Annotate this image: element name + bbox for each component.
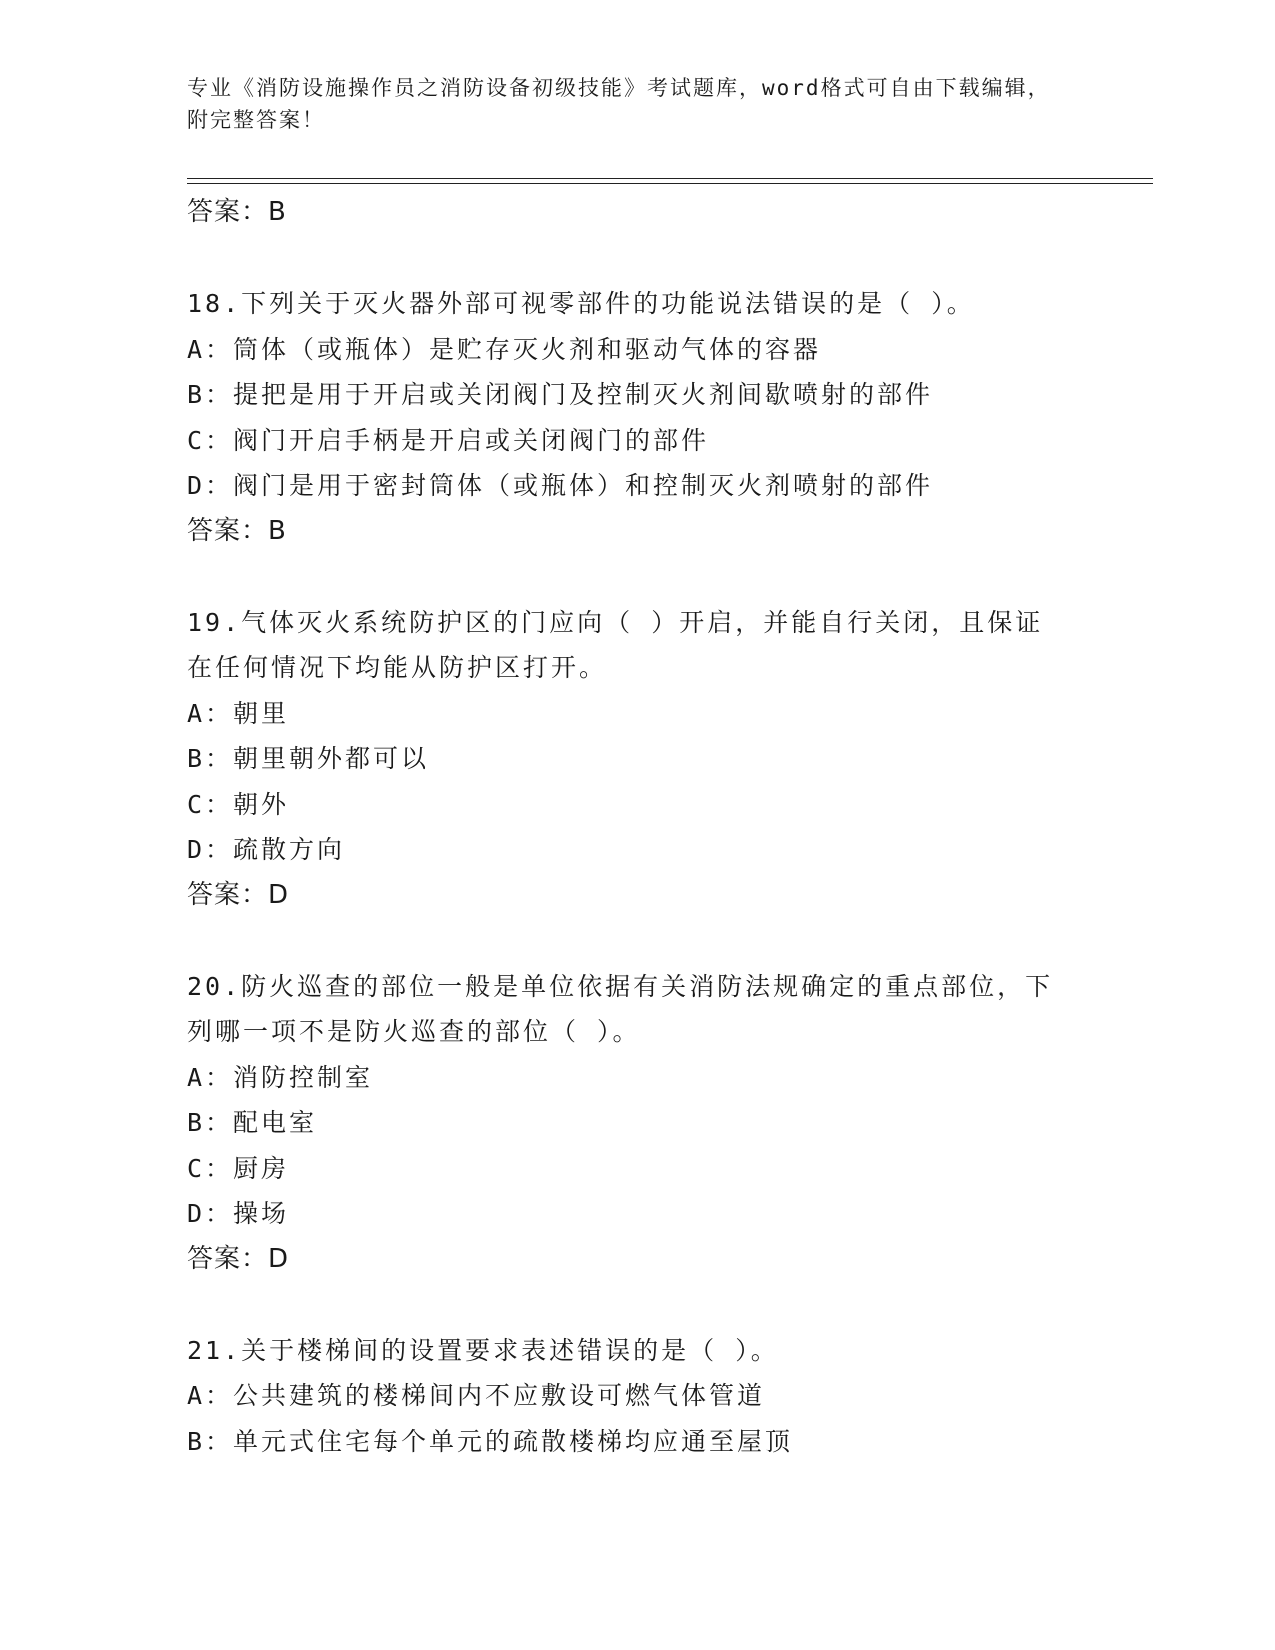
answer-line: 答案：D (187, 1243, 290, 1274)
question-list (187, 190, 1087, 1464)
option-a: A：消防控制室 (187, 1062, 374, 1092)
option-d: D：操场 (187, 1199, 290, 1228)
answer-line: 答案：B (187, 515, 287, 546)
spacer (187, 554, 1087, 600)
question-text: 18.下列关于灭火器外部可视零部件的功能说法错误的是（ ）。 (187, 289, 975, 318)
option-d: D：阀门是用于密封筒体（或瓶体）和控制灭火剂喷射的部件 (187, 471, 934, 500)
question-block (187, 600, 1087, 919)
page-header: 专业《消防设施操作员之消防设备初级技能》考试题库，word格式可自由下载编辑，附完整答案！ (187, 76, 1051, 132)
option-b: B：提把是用于开启或关闭阀门及控制灭火剂间歇喷射的部件 (187, 380, 934, 409)
spacer (187, 236, 1087, 282)
option-a: A：筒体（或瓶体）是贮存灭火剂和驱动气体的容器 (187, 334, 822, 364)
option-b: B：单元式住宅每个单元的疏散楼梯均应通至屋顶 (187, 1426, 794, 1456)
question-text-continued: 在任何情况下均能从防护区打开。 (187, 653, 608, 682)
question-text: 19.气体灭火系统防护区的门应向（ ）开启，并能自行关闭，且保证 (187, 607, 1044, 637)
question-text: 21.关于楼梯间的设置要求表述错误的是（ ）。 (187, 1335, 779, 1365)
header-rule-thin (187, 183, 1153, 184)
option-d: D：疏散方向 (187, 835, 346, 864)
question-text-continued: 列哪一项不是防火巡查的部位（ ）。 (187, 1017, 641, 1046)
option-a: A：公共建筑的楼梯间内不应敷设可燃气体管道 (187, 1381, 766, 1410)
option-c: C：厨房 (187, 1153, 290, 1183)
spacer (187, 918, 1087, 964)
question-block (187, 964, 1087, 1283)
question-block (187, 281, 1087, 554)
question-text: 20.防火巡查的部位一般是单位依据有关消防法规确定的重点部位，下 (187, 971, 1054, 1001)
option-b: B：配电室 (187, 1108, 318, 1137)
header-rule-thick (187, 178, 1153, 179)
spacer (187, 1282, 1087, 1328)
answer-line: 答案：D (187, 879, 290, 910)
option-a: A：朝里 (187, 698, 290, 728)
option-b: B：朝里朝外都可以 (187, 744, 430, 773)
question-block (187, 1328, 1087, 1465)
option-c: C：阀门开启手柄是开启或关闭阀门的部件 (187, 425, 710, 455)
answer-line: 答案：B (187, 197, 287, 227)
option-c: C：朝外 (187, 789, 290, 819)
